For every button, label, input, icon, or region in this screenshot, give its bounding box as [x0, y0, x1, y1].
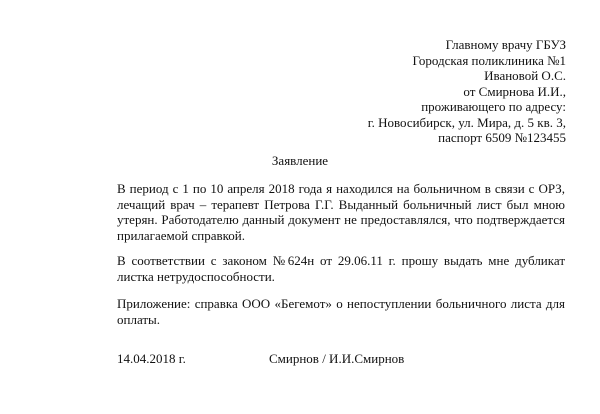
body-paragraph-request: В соответствии с законом №624н от 29.06.11 г. прошу выдать мне дубликат листка нетрудоспособности.	[117, 253, 565, 284]
body-paragraph-attachment: Приложение: справка ООО «Бегемот» о непоступлении больничного листа для оплаты.	[117, 296, 565, 327]
document-title: Заявление	[271, 153, 329, 168]
signature-date: 14.04.2018 г.	[117, 351, 186, 366]
recipient-line-passport: паспорт 6509 №123455	[438, 130, 566, 145]
signature-name: Смирнов / И.И.Смирнов	[269, 351, 405, 366]
recipient-line-clinic: Городская поликлиника №1	[412, 52, 566, 68]
recipient-line-from: от Смирнова И.И.,	[463, 83, 566, 99]
body-paragraph-sick-leave: В период с 1 по 10 апреля 2018 года я находился на больничном в связи с ОРЗ, лечащий врач – терапевт Петрова Г.Г. Выданный больничный лист был мною утерян. Работодателю данный документ не предоставлялся, что подтверждается прилагаемой справкой.	[117, 181, 565, 243]
recipient-block	[368, 37, 566, 146]
recipient-line-chief-name: Ивановой О.С.	[484, 68, 566, 83]
recipient-line-residing: проживающего по адресу:	[421, 99, 566, 114]
recipient-line-chief-doctor: Главному врачу ГБУЗ	[445, 37, 566, 52]
recipient-line-address: г. Новосибирск, ул. Мира, д. 5 кв. 3,	[367, 114, 566, 130]
